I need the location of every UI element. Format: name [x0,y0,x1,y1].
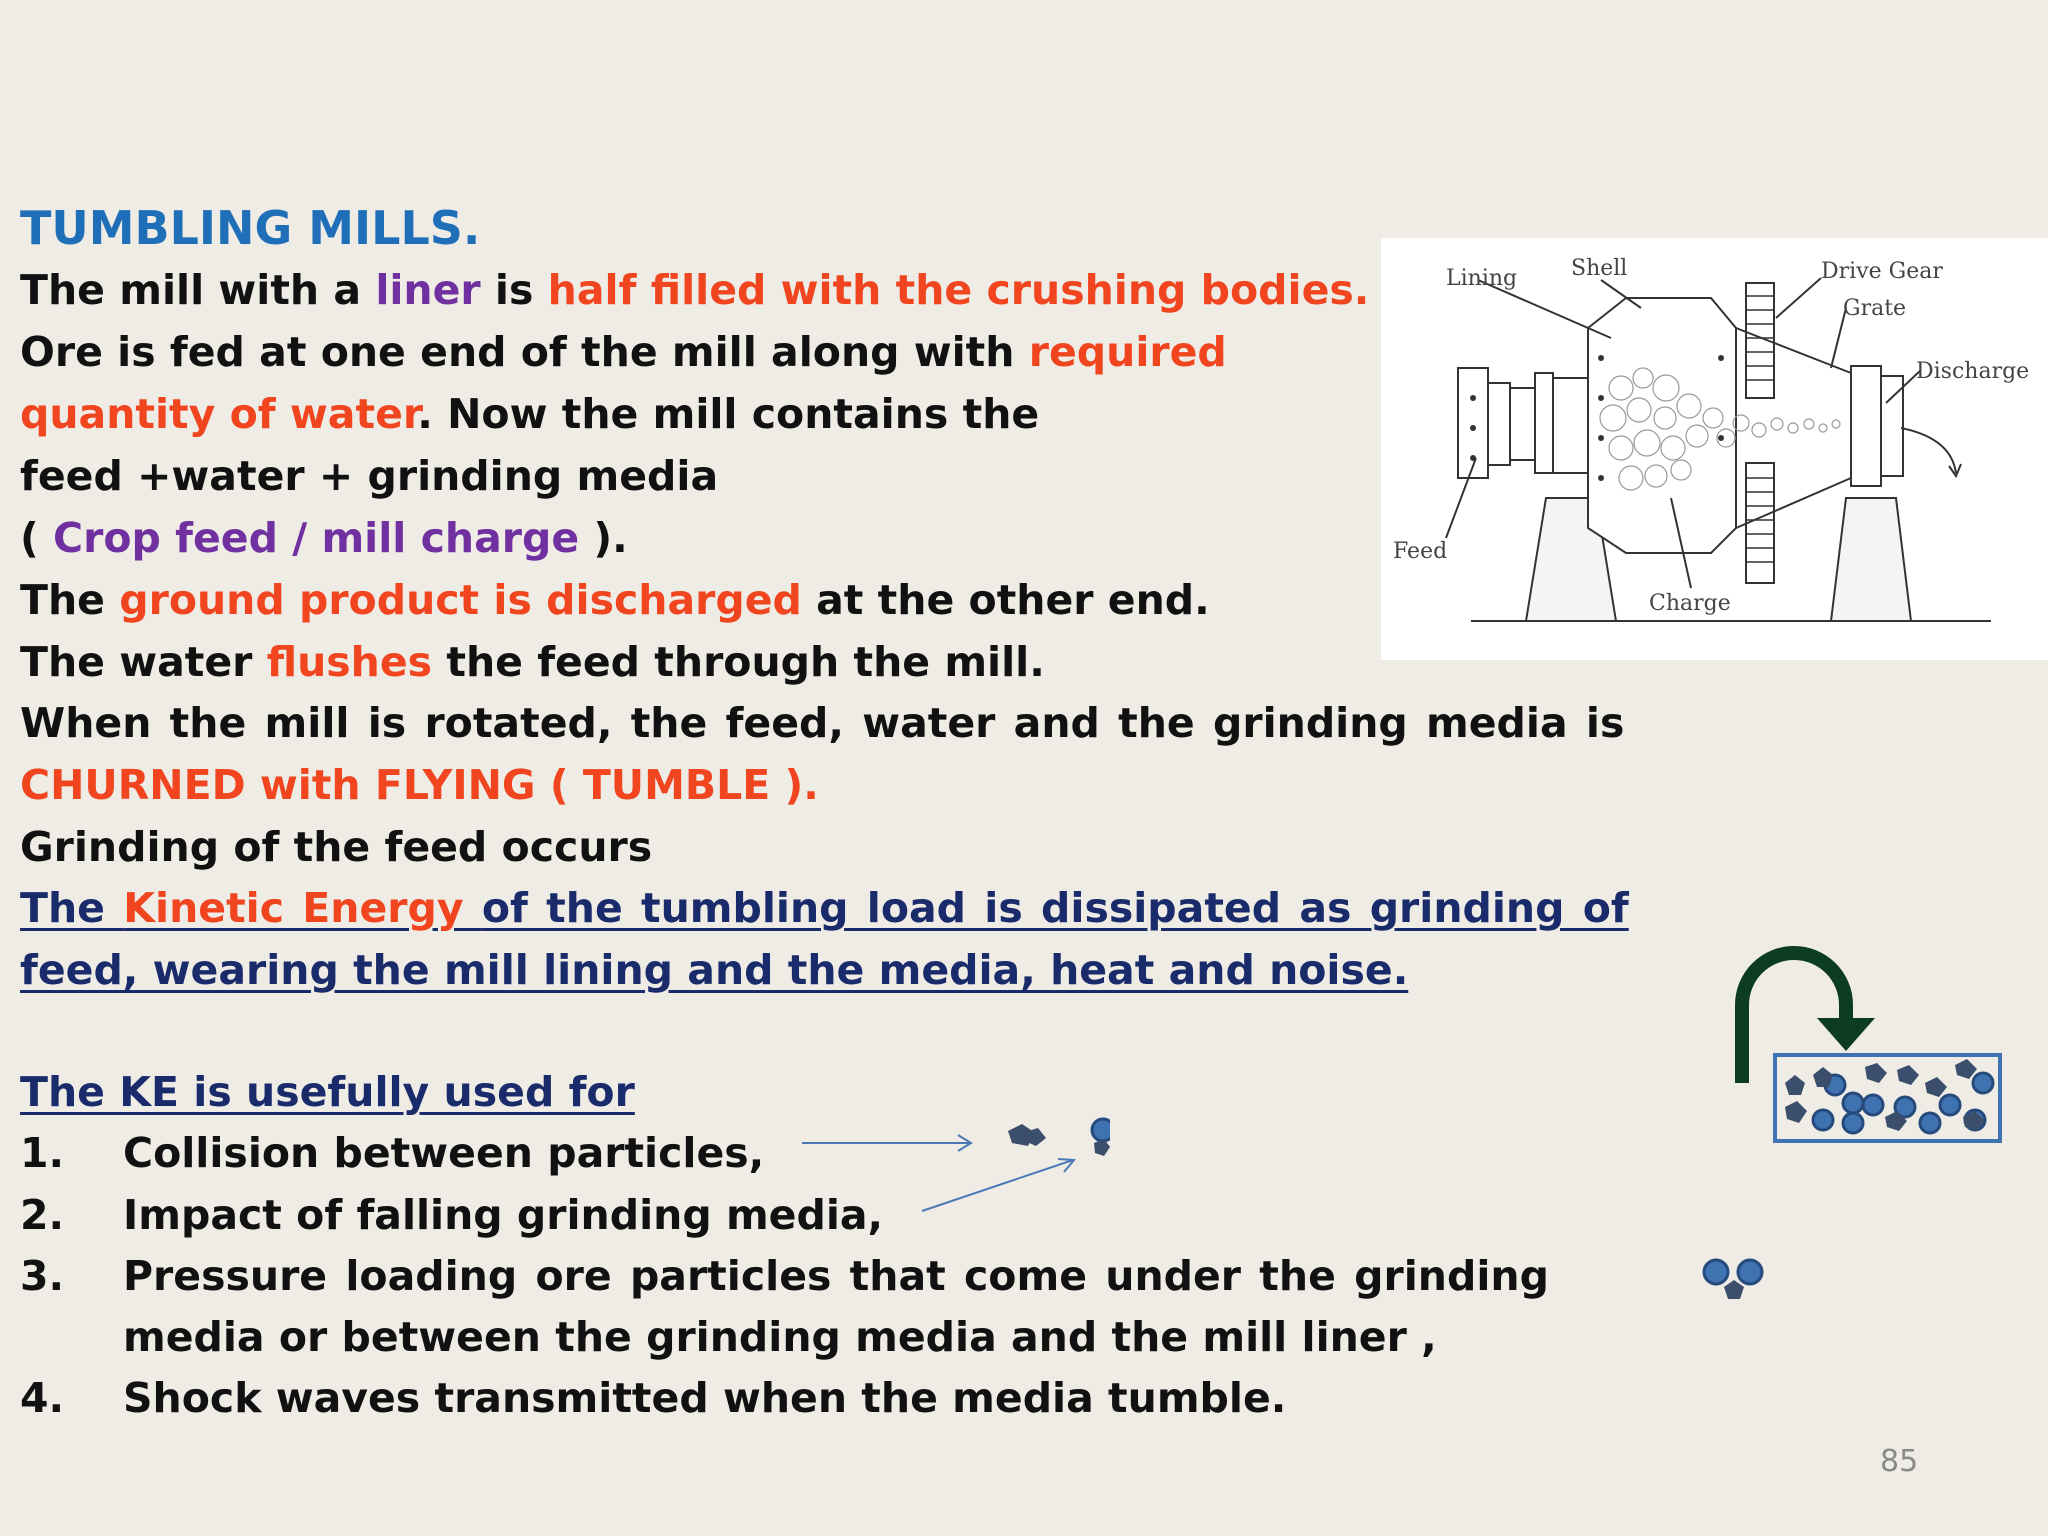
text-span: of the tumbling load is dissipated as grinding of [481,884,1629,932]
text-line-10: Grinding of the feed occurs [20,823,653,871]
text-span: ground product is discharged [119,576,802,624]
label-lining: Lining [1446,266,1518,291]
text-span: The water [20,638,267,686]
ball-icon [1092,1119,1110,1141]
text-span: Kinetic Energy [123,884,482,932]
text-span: the feed through the mill. [432,638,1045,686]
ball-icon [1920,1113,1940,1133]
ke-heading: The KE is usefully used for [20,1068,635,1116]
text-span: liner [375,266,481,314]
list-item: Impact of falling grinding media, [123,1191,884,1239]
text-span: Ore is fed at one end of the mill along with [20,328,1029,376]
list-number: 4. [20,1374,65,1422]
list-item: Collision between particles, [123,1129,765,1177]
particle-icon [1925,1077,1947,1097]
slide-title: TUMBLING MILLS. [20,201,481,255]
ball-icon [1973,1073,1993,1093]
text-line-5 [20,508,1498,569]
ball-icon [1843,1093,1863,1113]
text-span: . Now the mill contains the [417,390,1040,438]
text-line-7 [20,632,1498,693]
text-line-4: feed +water + grinding media [20,452,719,500]
text-span: The [20,576,120,624]
ball-icon [1940,1095,1960,1115]
tumbling-mill-diagram [1381,238,2048,660]
text-line-2 [20,322,1498,383]
particle-icon [1897,1065,1919,1085]
list-number: 3. [20,1252,65,1300]
text-line-8: When the mill is rotated, the feed, water and the grinding media is [20,699,1625,747]
text-line-12: feed, wearing the mill lining and the media, heat and noise. [20,946,1409,994]
text-line-6 [20,570,1498,631]
ball-icon [1863,1095,1883,1115]
page-number: 85 [1880,1444,1919,1479]
particle-icon [1785,1101,1807,1123]
arrow-line [922,1160,1073,1211]
particle-icon [1813,1067,1833,1087]
mill-drawing [1381,238,2048,660]
text-span: quantity of water [20,390,418,438]
list-number: 1. [20,1129,65,1177]
label-discharge: Discharge [1916,359,2030,384]
text-line-9: CHURNED with FLYING ( TUMBLE ). [20,761,819,809]
particle-icon [1955,1059,1977,1079]
label-shell: Shell [1571,256,1628,281]
list-item: Shock waves transmitted when the media tumble. [123,1374,1287,1422]
collision-arrows [790,1110,1110,1220]
label-grate: Grate [1843,296,1907,321]
text-span: The [20,884,124,932]
list-item-continuation: media or between the grinding media and the mill liner , [123,1313,1437,1361]
list-item: Pressure loading ore particles that come under the grinding [123,1252,1549,1300]
text-span: is [480,266,548,314]
label-drive-gear: Drive Gear [1821,259,1943,284]
tumble-arrow-head-icon [1817,1018,1875,1051]
text-span: ( [20,514,54,562]
particle-icon [1865,1063,1887,1083]
list-number: 2. [20,1191,65,1239]
text-span: ). [579,514,628,562]
ball-icon [1704,1260,1728,1284]
particle-icon [1724,1280,1744,1299]
ball-cluster [1700,1255,1770,1310]
text-line-11 [20,878,1629,939]
ball-icon [1843,1113,1863,1133]
text-line-1 [20,260,1498,321]
text-span: Crop feed / mill charge [53,514,580,562]
ball-icon [1738,1260,1762,1284]
particle-icon [1785,1075,1805,1095]
text-span: The mill with a [20,266,376,314]
text-line-3 [20,384,1498,445]
tumbling-illustration [1725,945,2010,1150]
text-span: half filled with the crushing bodies. [547,266,1370,314]
text-span: flushes [266,638,433,686]
label-feed: Feed [1393,539,1448,564]
label-charge: Charge [1649,591,1731,616]
ball-icon [1813,1110,1833,1130]
text-span: at the other end. [801,576,1210,624]
text-span: required [1028,328,1227,376]
